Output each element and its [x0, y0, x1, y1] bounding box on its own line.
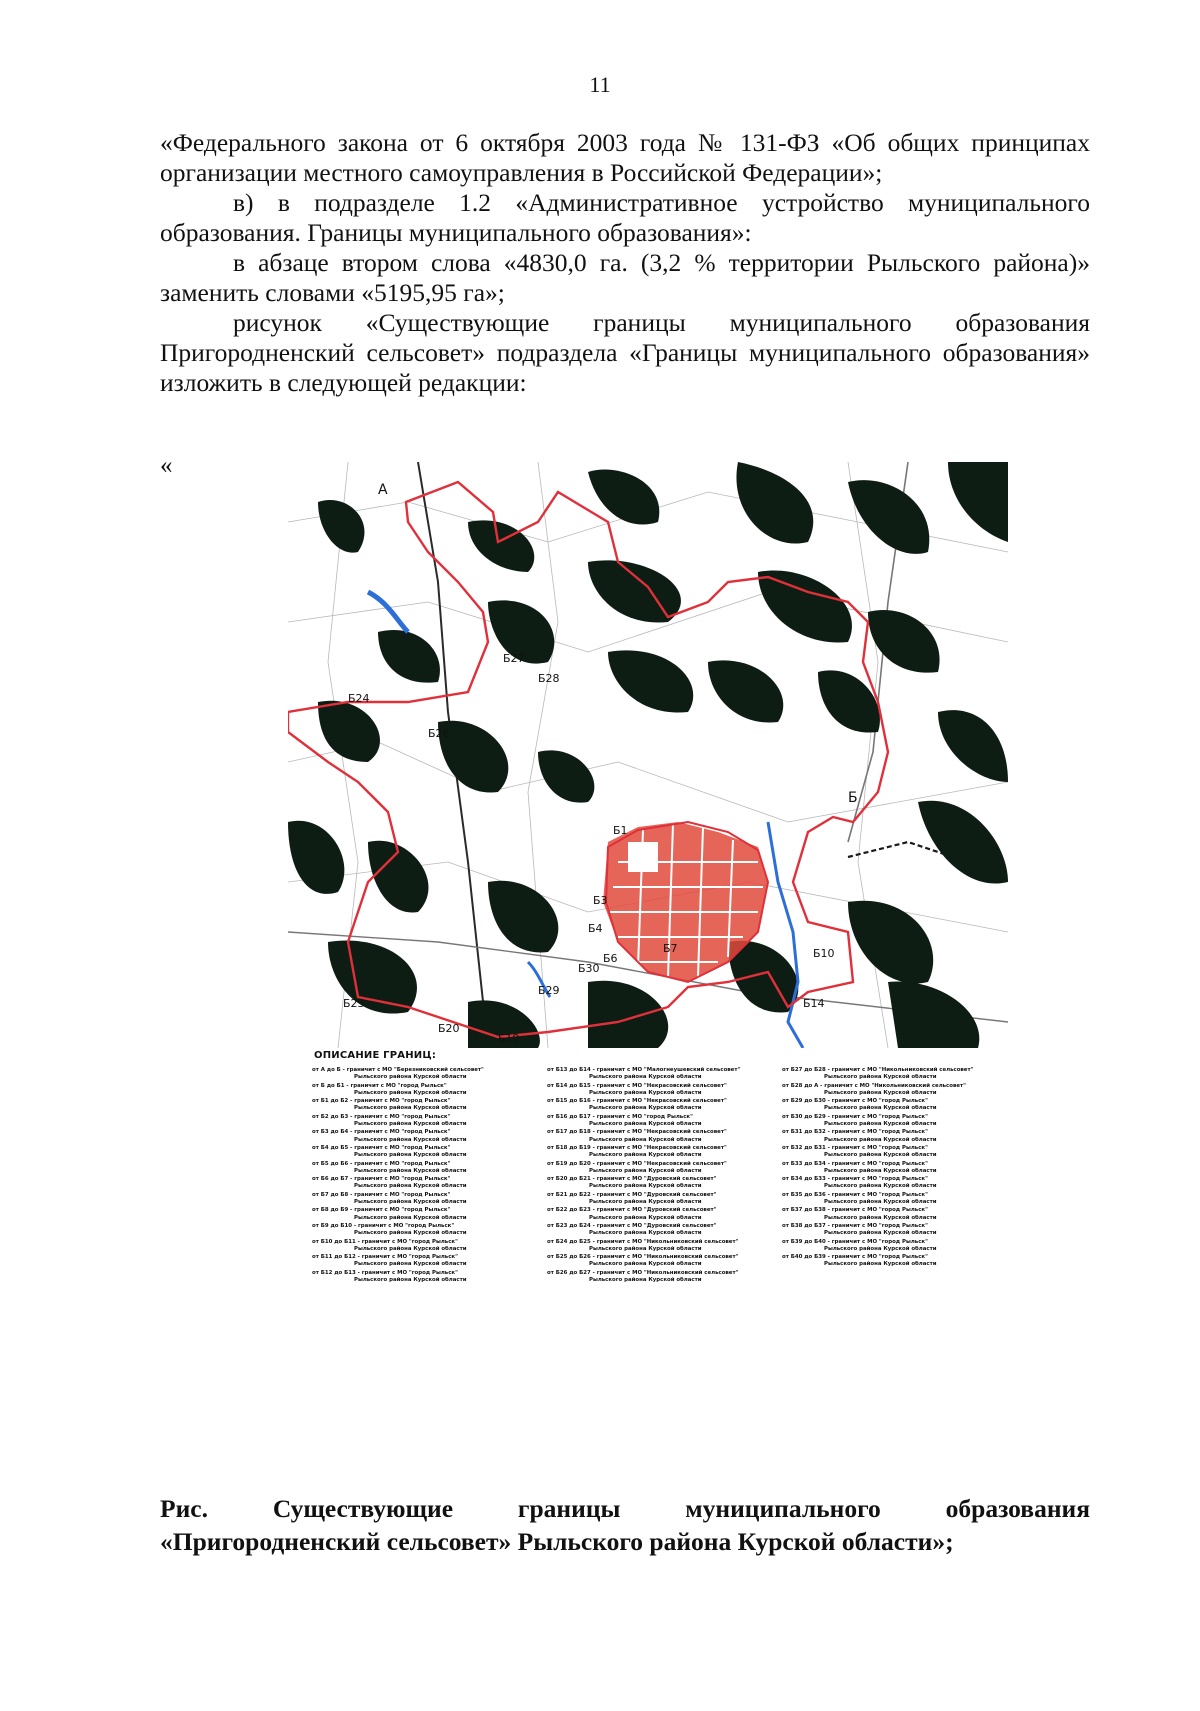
legend-entry [312, 1129, 542, 1144]
legend-entry-region: Рыльского района Курской области [354, 1121, 467, 1128]
legend-entry [547, 1114, 777, 1129]
legend-entry-region: Рыльского района Курской области [589, 1136, 702, 1143]
legend-entry [547, 1192, 777, 1207]
map-label-b3: Б3 [593, 894, 608, 907]
legend-entry [782, 1083, 1012, 1098]
map-label-b10: Б10 [813, 947, 835, 960]
legend-entry-boundary: от Б13 до Б14 - граничит с МО "Малогнеушевский сельсовет" [547, 1067, 741, 1073]
legend-entry [547, 1254, 777, 1269]
legend-entry-region: Рыльского района Курской области [589, 1261, 702, 1268]
legend-entry-boundary: от Б15 до Б16 - граничит с МО "Некрасовский сельсовет" [547, 1098, 727, 1105]
legend-entry-region: Рыльского района Курской области [354, 1245, 467, 1252]
map-label-b1: Б1 [613, 824, 628, 837]
legend-entry-region: Рыльского района Курской области [589, 1105, 702, 1112]
legend-entry-region: Рыльского района Курской области [824, 1199, 937, 1206]
legend-entry-boundary: от Б до Б1 - граничит с МО "город Рыльск" [312, 1082, 447, 1089]
legend-entry [782, 1254, 1012, 1269]
legend-column-2 [547, 1067, 777, 1285]
legend-entry-boundary: от Б23 до Б24 - граничит с МО "Дуровский сельсовет" [547, 1222, 717, 1229]
legend-entry-region: Рыльского района Курской области [824, 1261, 937, 1268]
paragraph-subsection: в) в подразделе 1.2 «Административное устройство муниципального образования. Границы муниципального образования»: [160, 188, 1090, 247]
legend-entry-boundary: от Б39 до Б40 - граничит с МО "город Рыльск" [782, 1238, 928, 1245]
legend-entry-region: Рыльского района Курской области [354, 1261, 467, 1268]
legend-entry [312, 1114, 542, 1129]
legend-entry-boundary: от А до Б - граничит с МО "Березниковский сельсовет" [312, 1067, 484, 1073]
legend-entry [547, 1223, 777, 1238]
legend-entry [782, 1239, 1012, 1254]
legend-title: ОПИСАНИЕ ГРАНИЦ: [314, 1050, 437, 1061]
legend-entry [547, 1129, 777, 1144]
legend-entry [547, 1239, 777, 1254]
caption-line-1: Рис. Существующие границы муниципального образования [160, 1494, 1090, 1523]
legend-columns [312, 1067, 1012, 1285]
map-label-b24: Б24 [348, 692, 370, 705]
legend-entry [782, 1145, 1012, 1160]
legend-entry-boundary: от Б28 до А - граничит с МО "Никольниковский сельсовет" [782, 1082, 966, 1089]
legend-entry-region: Рыльского района Курской области [589, 1183, 702, 1190]
legend-entry-region: Рыльского района Курской области [354, 1152, 467, 1159]
legend-entry-region: Рыльского района Курской области [354, 1183, 467, 1190]
legend-entry-boundary: от Б25 до Б26 - граничит с МО "Никольниковский сельсовет" [547, 1254, 739, 1261]
legend-entry [312, 1223, 542, 1238]
map-label-b7: Б7 [663, 942, 678, 955]
legend-entry [782, 1129, 1012, 1144]
legend-entry-region: Рыльского района Курской области [824, 1089, 937, 1096]
legend-entry-boundary: от Б32 до Б31 - граничит с МО "город Рыльск" [782, 1144, 928, 1151]
legend-entry-region: Рыльского района Курской области [824, 1136, 937, 1143]
legend-entry [312, 1067, 542, 1082]
legend-entry-boundary: от Б26 до Б27 - граничит с МО "Никольниковский сельсовет" [547, 1269, 739, 1276]
legend-entry-boundary: от Б12 до Б13 - граничит с МО "город Рыльск" [312, 1269, 458, 1276]
legend-entry [312, 1254, 542, 1269]
legend-entry-boundary: от Б17 до Б18 - граничит с МО "Некрасовский сельсовет" [547, 1129, 727, 1136]
legend-entry [312, 1192, 542, 1207]
legend-entry-region: Рыльского района Курской области [354, 1089, 467, 1096]
legend-entry-region: Рыльского района Курской области [824, 1245, 937, 1252]
legend-entry-region: Рыльского района Курской области [589, 1199, 702, 1206]
legend-entry-region: Рыльского района Курской области [589, 1121, 702, 1128]
legend-entry-boundary: от Б4 до Б5 - граничит с МО "город Рыльск" [312, 1144, 451, 1151]
page-number: 11 [589, 72, 611, 97]
legend-entry-boundary: от Б37 до Б38 - граничит с МО "город Рыльск" [782, 1207, 928, 1214]
legend-entry-boundary: от Б34 до Б33 - граничит с МО "город Рыльск" [782, 1176, 928, 1183]
legend-entry-boundary: от Б11 до Б12 - граничит с МО "город Рыльск" [312, 1254, 458, 1261]
body-text [160, 128, 1090, 398]
legend-entry-boundary: от Б24 до Б25 - граничит с МО "Никольниковский сельсовет" [547, 1238, 739, 1245]
legend-entry-boundary: от Б5 до Б6 - граничит с МО "город Рыльск" [312, 1160, 451, 1167]
legend-entry [547, 1067, 777, 1082]
legend-entry-region: Рыльского района Курской области [354, 1136, 467, 1143]
legend-entry [782, 1098, 1012, 1113]
legend-entry-region: Рыльского района Курской области [354, 1230, 467, 1237]
legend-entry [782, 1161, 1012, 1176]
legend-entry-region: Рыльского района Курской области [354, 1074, 467, 1081]
legend-entry [312, 1083, 542, 1098]
legend-entry [782, 1114, 1012, 1129]
legend-entry-region: Рыльского района Курской области [589, 1167, 702, 1174]
map-label-b27: Б27 [503, 652, 525, 665]
map-label-b26: Б26 [428, 727, 450, 740]
legend-entry [312, 1207, 542, 1222]
legend-entry-boundary: от Б27 до Б28 - граничит с МО "Никольниковский сельсовет" [782, 1067, 974, 1073]
legend-entry-region: Рыльского района Курской области [824, 1152, 937, 1159]
legend-entry-region: Рыльского района Курской области [824, 1074, 937, 1081]
map-label-b6: Б6 [603, 952, 618, 965]
map-legend [312, 1050, 1012, 1285]
legend-entry [547, 1083, 777, 1098]
legend-entry-region: Рыльского района Курской области [589, 1089, 702, 1096]
paragraph-federal-law: «Федерального закона от 6 октября 2003 года № 131-ФЗ «Об общих принципах организации местного самоуправления в Российской Федерации»; [160, 128, 1090, 187]
legend-entry-boundary: от Б2 до Б3 - граничит с МО "город Рыльск" [312, 1113, 451, 1120]
map-label-b20: Б20 [438, 1022, 460, 1035]
legend-entry-boundary: от Б7 до Б8 - граничит с МО "город Рыльск" [312, 1191, 451, 1198]
legend-entry-region: Рыльского района Курской области [824, 1105, 937, 1112]
legend-entry-region: Рыльского района Курской области [824, 1167, 937, 1174]
legend-entry-region: Рыльского района Курской области [589, 1245, 702, 1252]
map-label-b19: Б19 [498, 1032, 520, 1045]
caption-line-2: «Пригородненский сельсовет» Рыльского района Курской области»; [160, 1527, 954, 1556]
legend-entry-boundary: от Б3 до Б4 - граничит с МО "город Рыльск" [312, 1129, 451, 1136]
legend-entry [782, 1067, 1012, 1082]
legend-entry-region: Рыльского района Курской области [354, 1167, 467, 1174]
legend-entry-region: Рыльского района Курской области [824, 1121, 937, 1128]
legend-entry [312, 1270, 542, 1285]
legend-entry [312, 1098, 542, 1113]
legend-entry-boundary: от Б18 до Б19 - граничит с МО "Некрасовский сельсовет" [547, 1144, 727, 1151]
legend-column-3 [782, 1067, 1012, 1285]
legend-entry [547, 1176, 777, 1191]
legend-entry [547, 1145, 777, 1160]
legend-entry [547, 1207, 777, 1222]
legend-entry-boundary: от Б21 до Б22 - граничит с МО "Дуровский сельсовет" [547, 1191, 717, 1198]
legend-entry [782, 1176, 1012, 1191]
legend-entry-boundary: от Б33 до Б34 - граничит с МО "город Рыльск" [782, 1160, 928, 1167]
legend-entry-region: Рыльского района Курской области [354, 1105, 467, 1112]
legend-entry-boundary: от Б31 до Б32 - граничит с МО "город Рыльск" [782, 1129, 928, 1136]
paragraph-figure-change: рисунок «Существующие границы муниципального образования Пригородненский сельсовет» подраздела «Границы муниципального образования» изложить в следующей редакции: [160, 308, 1090, 397]
legend-entry [312, 1239, 542, 1254]
legend-entry-region: Рыльского района Курской области [589, 1277, 702, 1284]
legend-entry [547, 1270, 777, 1285]
legend-entry [547, 1098, 777, 1113]
legend-entry [312, 1176, 542, 1191]
legend-entry-region: Рыльского района Курской области [589, 1230, 702, 1237]
map-label-b14: Б14 [803, 997, 825, 1010]
legend-entry-region: Рыльского района Курской области [354, 1199, 467, 1206]
figure-caption [160, 1492, 1090, 1558]
boundary-map [288, 462, 1008, 1048]
legend-entry-region: Рыльского района Курской области [824, 1183, 937, 1190]
opening-quote: « [160, 452, 173, 479]
legend-entry-boundary: от Б14 до Б15 - граничит с МО "Некрасовский сельсовет" [547, 1082, 727, 1089]
legend-entry-boundary: от Б38 до Б37 - граничит с МО "город Рыльск" [782, 1222, 928, 1229]
legend-entry-region: Рыльского района Курской области [589, 1074, 702, 1081]
legend-entry-boundary: от Б35 до Б36 - граничит с МО "город Рыльск" [782, 1191, 928, 1198]
map-label-b: Б [848, 790, 858, 806]
legend-entry-region: Рыльского района Курской области [589, 1152, 702, 1159]
legend-entry-boundary: от Б19 до Б20 - граничит с МО "Некрасовский сельсовет" [547, 1160, 727, 1167]
map-label-b4: Б4 [588, 922, 603, 935]
map-label-b29: Б29 [538, 984, 560, 997]
legend-entry [547, 1161, 777, 1176]
legend-entry-boundary: от Б8 до Б9 - граничит с МО "город Рыльск" [312, 1207, 451, 1214]
legend-entry-boundary: от Б9 до Б10 - граничит с МО "город Рыльск" [312, 1222, 455, 1229]
legend-entry [782, 1207, 1012, 1222]
legend-entry [312, 1145, 542, 1160]
legend-entry-region: Рыльского района Курской области [824, 1214, 937, 1221]
legend-entry-boundary: от Б20 до Б21 - граничит с МО "Дуровский сельсовет" [547, 1176, 717, 1183]
legend-entry-boundary: от Б6 до Б7 - граничит с МО "город Рыльск" [312, 1176, 451, 1183]
legend-entry-region: Рыльского района Курской области [589, 1214, 702, 1221]
legend-entry-boundary: от Б10 до Б11 - граничит с МО "город Рыльск" [312, 1238, 458, 1245]
legend-entry-boundary: от Б1 до Б2 - граничит с МО "город Рыльск" [312, 1098, 451, 1105]
legend-entry-boundary: от Б16 до Б17 - граничит с МО "город Рыльск" [547, 1113, 693, 1120]
legend-entry [782, 1223, 1012, 1238]
map-label-a: А [378, 482, 388, 498]
legend-entry-boundary: от Б22 до Б23 - граничит с МО "Дуровский сельсовет" [547, 1207, 717, 1214]
map-label-b28: Б28 [538, 672, 560, 685]
legend-entry-region: Рыльского района Курской области [354, 1277, 467, 1284]
paragraph-area-change: в абзаце втором слова «4830,0 га. (3,2 % территории Рыльского района)» заменить словами «5195,95 га»; [160, 248, 1090, 307]
map-label-b30: Б30 [578, 962, 600, 975]
legend-entry-region: Рыльского района Курской области [824, 1230, 937, 1237]
legend-entry-boundary: от Б29 до Б30 - граничит с МО "город Рыльск" [782, 1098, 928, 1105]
legend-column-1 [312, 1067, 542, 1285]
boundary-map-svg [288, 462, 1008, 1048]
legend-entry-boundary: от Б30 до Б29 - граничит с МО "город Рыльск" [782, 1113, 928, 1120]
legend-entry-boundary: от Б40 до Б39 - граничит с МО "город Рыльск" [782, 1254, 928, 1261]
legend-entry-region: Рыльского района Курской области [354, 1214, 467, 1221]
map-label-b23: Б23 [343, 997, 365, 1010]
legend-entry [312, 1161, 542, 1176]
legend-entry [782, 1192, 1012, 1207]
